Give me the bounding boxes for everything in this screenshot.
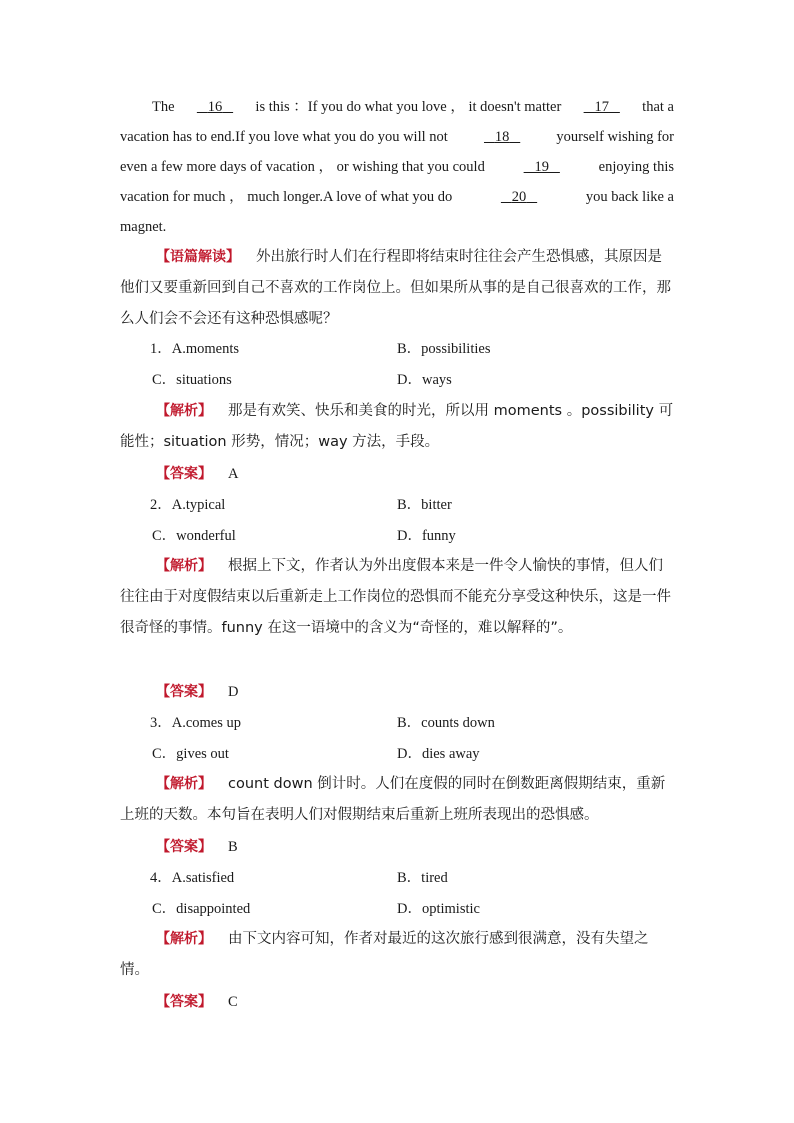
question-3-analysis bbox=[120, 769, 676, 831]
analysis-text: 根据上下文，作者认为外出度假本来是一件令人愉快的事情，但人们往往由于对度假结束以后重新走上工作岗位的恐惧而不能充分享受这种快乐，这是一件很奇怪的事情。funny 在这一语境中的含义为“奇怪的，难以解释的”。 bbox=[120, 558, 671, 636]
answer-value: A bbox=[228, 466, 239, 482]
question-number: 4 bbox=[150, 870, 158, 886]
blank-20: 20 bbox=[511, 189, 527, 205]
answer-value: B bbox=[228, 839, 238, 855]
question-3-answer bbox=[156, 835, 238, 857]
question-4-answer bbox=[156, 990, 238, 1012]
passage-text: yourself wishing for bbox=[556, 129, 674, 145]
answer-tag: 【答案】 bbox=[156, 839, 212, 855]
blank-19: 19 bbox=[534, 159, 549, 175]
question-1-option-b: B．possibilities bbox=[397, 341, 491, 357]
question-1-option-a: 1．A.moments bbox=[150, 341, 240, 357]
question-3-option-c: C．gives out bbox=[152, 746, 229, 762]
passage-line-5 bbox=[120, 217, 674, 237]
passage-text: even a few more days of vacation ， or wishing that you could bbox=[120, 159, 485, 175]
answer-tag: 【答案】 bbox=[156, 466, 212, 482]
passage-summary bbox=[120, 242, 676, 335]
answer-tag: 【答案】 bbox=[156, 684, 212, 700]
summary-text: 外出旅行时人们在行程即将结束时往往会产生恐惧感，其原因是他们又要重新回到自己不喜欢的工作岗位上。但如果所从事的是自己很喜欢的工作，那么人们会不会还有这种恐惧感呢？ bbox=[120, 249, 671, 327]
passage-text: vacation has to end.If you love what you do you will not bbox=[120, 129, 448, 145]
question-3-option-a: 3．A.comes up bbox=[150, 715, 242, 731]
analysis-text: count down 倒计时。人们在度假的同时在倒数距离假期结束，重新上班的天数。本句旨在表明人们对假期结束后重新上班所表现出的恐惧感。 bbox=[120, 776, 666, 823]
passage-line-1 bbox=[152, 97, 674, 117]
passage-text: magnet. bbox=[120, 219, 167, 235]
question-2-option-a: 2．A.typical bbox=[150, 497, 226, 513]
question-4-option-c: C．disappointed bbox=[152, 901, 251, 917]
question-1-answer bbox=[156, 462, 238, 484]
answer-value: D bbox=[228, 684, 239, 700]
analysis-tag: 【解析】 bbox=[156, 558, 212, 574]
analysis-text: 那是有欢笑、快乐和美食的时光，所以用 moments 。possibility 可能性；situation 形势，情况；way 方法，手段。 bbox=[120, 403, 674, 450]
question-3-option-b: B．counts down bbox=[397, 715, 495, 731]
blank-17: 17 bbox=[594, 99, 609, 115]
analysis-text: 由下文内容可知，作者对最近的这次旅行感到很满意，没有失望之情。 bbox=[120, 931, 649, 978]
blank-16: 16 bbox=[207, 99, 223, 115]
passage-text: vacation for much ， much longer.A love of what you do bbox=[120, 189, 453, 205]
answer-tag: 【答案】 bbox=[156, 994, 212, 1010]
question-1-option-c: C．situations bbox=[152, 372, 232, 388]
question-number: 1 bbox=[150, 341, 158, 357]
passage-line-2 bbox=[120, 127, 674, 147]
question-2-option-c: C．wonderful bbox=[152, 528, 236, 544]
passage-text: is this ：If you do what you love ， it doesn't matter bbox=[255, 99, 562, 115]
question-4-option-b: B．tired bbox=[397, 870, 448, 886]
question-4-option-d: D．optimistic bbox=[397, 901, 480, 917]
question-4-option-a: 4．A.satisfied bbox=[150, 870, 235, 886]
answer-value: C bbox=[228, 994, 238, 1010]
passage-text: enjoying this bbox=[598, 159, 674, 175]
passage-text: that a bbox=[642, 99, 674, 115]
question-3-option-d: D．dies away bbox=[397, 746, 480, 762]
passage-line-3 bbox=[120, 157, 674, 177]
passage-line-4 bbox=[120, 187, 674, 207]
analysis-tag: 【解析】 bbox=[156, 403, 212, 419]
question-2-option-d: D．funny bbox=[397, 528, 456, 544]
question-4-analysis bbox=[120, 924, 676, 986]
analysis-tag: 【解析】 bbox=[156, 931, 212, 947]
question-number: 3 bbox=[150, 715, 158, 731]
passage-text: The bbox=[152, 99, 175, 115]
passage-text: you back like a bbox=[585, 189, 674, 205]
blank-18: 18 bbox=[494, 129, 510, 145]
question-2-analysis bbox=[120, 551, 676, 644]
analysis-tag: 【解析】 bbox=[156, 776, 212, 792]
question-1-analysis bbox=[120, 396, 676, 458]
question-1-option-d: D．ways bbox=[397, 372, 452, 388]
summary-tag: 【语篇解读】 bbox=[156, 249, 240, 265]
question-number: 2 bbox=[150, 497, 158, 513]
question-2-answer bbox=[156, 680, 238, 702]
question-2-option-b: B．bitter bbox=[397, 497, 452, 513]
